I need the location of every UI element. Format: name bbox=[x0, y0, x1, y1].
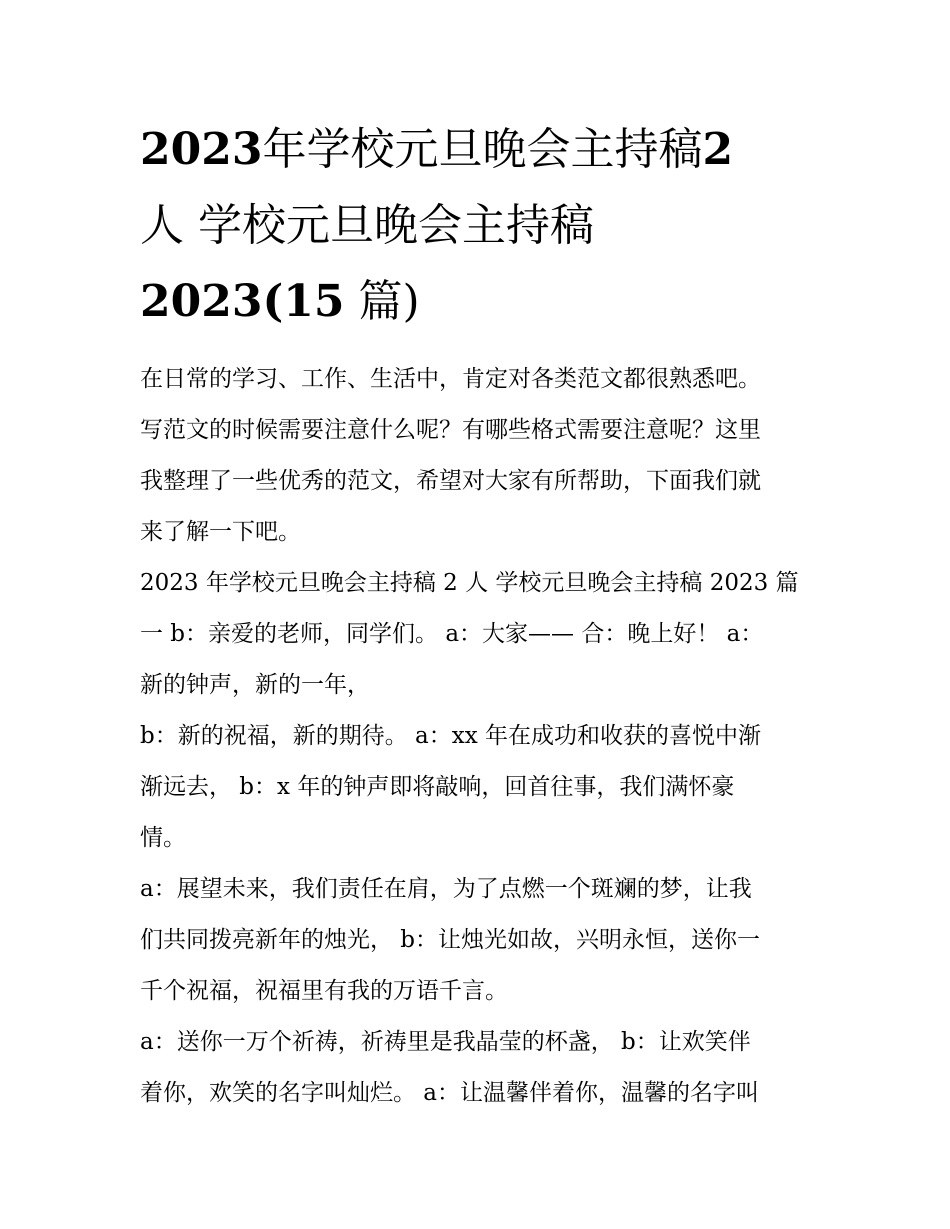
paragraph-dialogue-1 bbox=[140, 711, 830, 864]
paragraph-line: 千个祝福，祝福里有我的万语千言。 bbox=[140, 978, 508, 1004]
paragraph-intro bbox=[140, 354, 830, 558]
paragraph-line: 们共同拨亮新年的烛光， b：让烛光如故，兴明永恒，送你一 bbox=[140, 927, 761, 953]
paragraph-line: 2023 年学校元旦晚会主持稿 2 人 学校元旦晚会主持稿 2023 篇 bbox=[140, 570, 799, 596]
paragraph-line: 一 b：亲爱的老师，同学们。 a：大家—— 合：晚上好！ a： bbox=[140, 621, 764, 647]
paragraph-line: a：展望未来，我们责任在肩，为了点燃一个斑斓的梦，让我 bbox=[140, 876, 752, 902]
paragraph-section-heading bbox=[140, 558, 830, 711]
document-page bbox=[140, 112, 830, 1119]
paragraph-line: 情。 bbox=[140, 825, 186, 851]
paragraph-line: 我整理了一些优秀的范文，希望对大家有所帮助，下面我们就 bbox=[140, 468, 761, 494]
title-line-3 bbox=[140, 264, 830, 340]
paragraph-line: 来了解一下吧。 bbox=[140, 519, 301, 545]
title-line-2-text: 人 学校元旦晚会主持稿 bbox=[140, 200, 594, 251]
title-line-1-text: 年学校元旦晚会主持稿 bbox=[262, 124, 703, 175]
document-title bbox=[140, 112, 830, 340]
title-line-2 bbox=[140, 188, 830, 264]
paragraph-line: 写范文的时候需要注意什么呢？有哪些格式需要注意呢？这里 bbox=[140, 417, 761, 443]
title-line-3-number: 2023(15 bbox=[140, 276, 345, 327]
paragraph-line: b：新的祝福，新的期待。 a：xx 年在成功和收获的喜悦中渐 bbox=[140, 723, 761, 749]
title-line-3-text: 篇) bbox=[344, 276, 420, 327]
paragraph-line: a：送你一万个祈祷，祈祷里是我晶莹的杯盏， b：让欢笑伴 bbox=[140, 1029, 751, 1055]
paragraph-line: 新的钟声，新的一年， bbox=[140, 672, 370, 698]
title-line-1 bbox=[140, 112, 830, 188]
paragraph-line: 在日常的学习、工作、生活中，肯定对各类范文都很熟悉吧。 bbox=[140, 366, 761, 392]
title-line-1-suffix: 2 bbox=[702, 124, 734, 175]
paragraph-line: 渐远去， b：x 年的钟声即将敲响，回首往事，我们满怀豪 bbox=[140, 774, 735, 800]
title-line-1-number: 2023 bbox=[140, 124, 263, 175]
paragraph-dialogue-3 bbox=[140, 1017, 830, 1119]
paragraph-dialogue-2 bbox=[140, 864, 830, 1017]
paragraph-line: 着你，欢笑的名字叫灿烂。 a：让温馨伴着你，温馨的名字叫 bbox=[140, 1080, 760, 1106]
